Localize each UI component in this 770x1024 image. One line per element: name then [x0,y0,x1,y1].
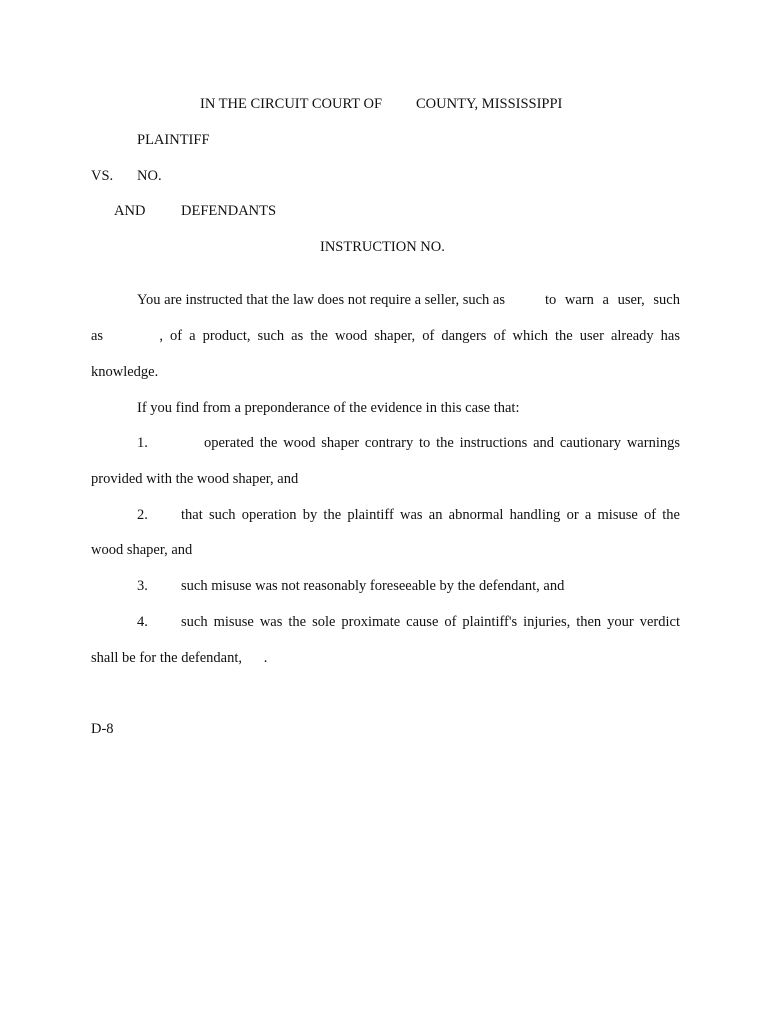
court-heading-left: IN THE CIRCUIT COURT OF [200,96,383,112]
paragraph2-intro: If you find from a preponderance of the evidence in this case that: [137,400,520,416]
paragraph1-line2: as , of a product, such as the wood shaper, of dangers of which the user already has [91,328,680,344]
case-number-label: NO. [137,168,162,184]
item-4-continuation: shall be for the defendant, . [91,650,268,666]
versus-label: VS. [91,168,114,184]
form-id: D-8 [91,721,114,737]
item-1-number: 1. [137,435,148,451]
item-4-text: such misuse was the sole proximate cause of plaintiff's injuries, then your verdict [181,614,680,630]
instruction-title: INSTRUCTION NO. [320,239,445,255]
item-3-text: such misuse was not reasonably foreseeable by the defendant, and [181,578,565,594]
defendants-label: DEFENDANTS [181,203,277,219]
item-1-continuation: provided with the wood shaper, and [91,471,299,487]
item-2-number: 2. [137,507,148,523]
item-4-number: 4. [137,614,148,630]
paragraph1-line3: knowledge. [91,364,159,380]
item-2-text: that such operation by the plaintiff was an abnormal handling or a misuse of the [181,507,680,523]
paragraph1-line1-b: to warn a user, such [545,292,680,308]
court-heading-right: COUNTY, MISSISSIPPI [416,96,563,112]
item-2-continuation: wood shaper, and [91,542,193,558]
paragraph1-line1-a: You are instructed that the law does not require a seller, such as [137,292,505,308]
item-3-number: 3. [137,578,148,594]
and-label: AND [114,203,146,219]
plaintiff-label: PLAINTIFF [137,132,210,148]
item-1-text: operated the wood shaper contrary to the instructions and cautionary warnings [204,435,680,451]
